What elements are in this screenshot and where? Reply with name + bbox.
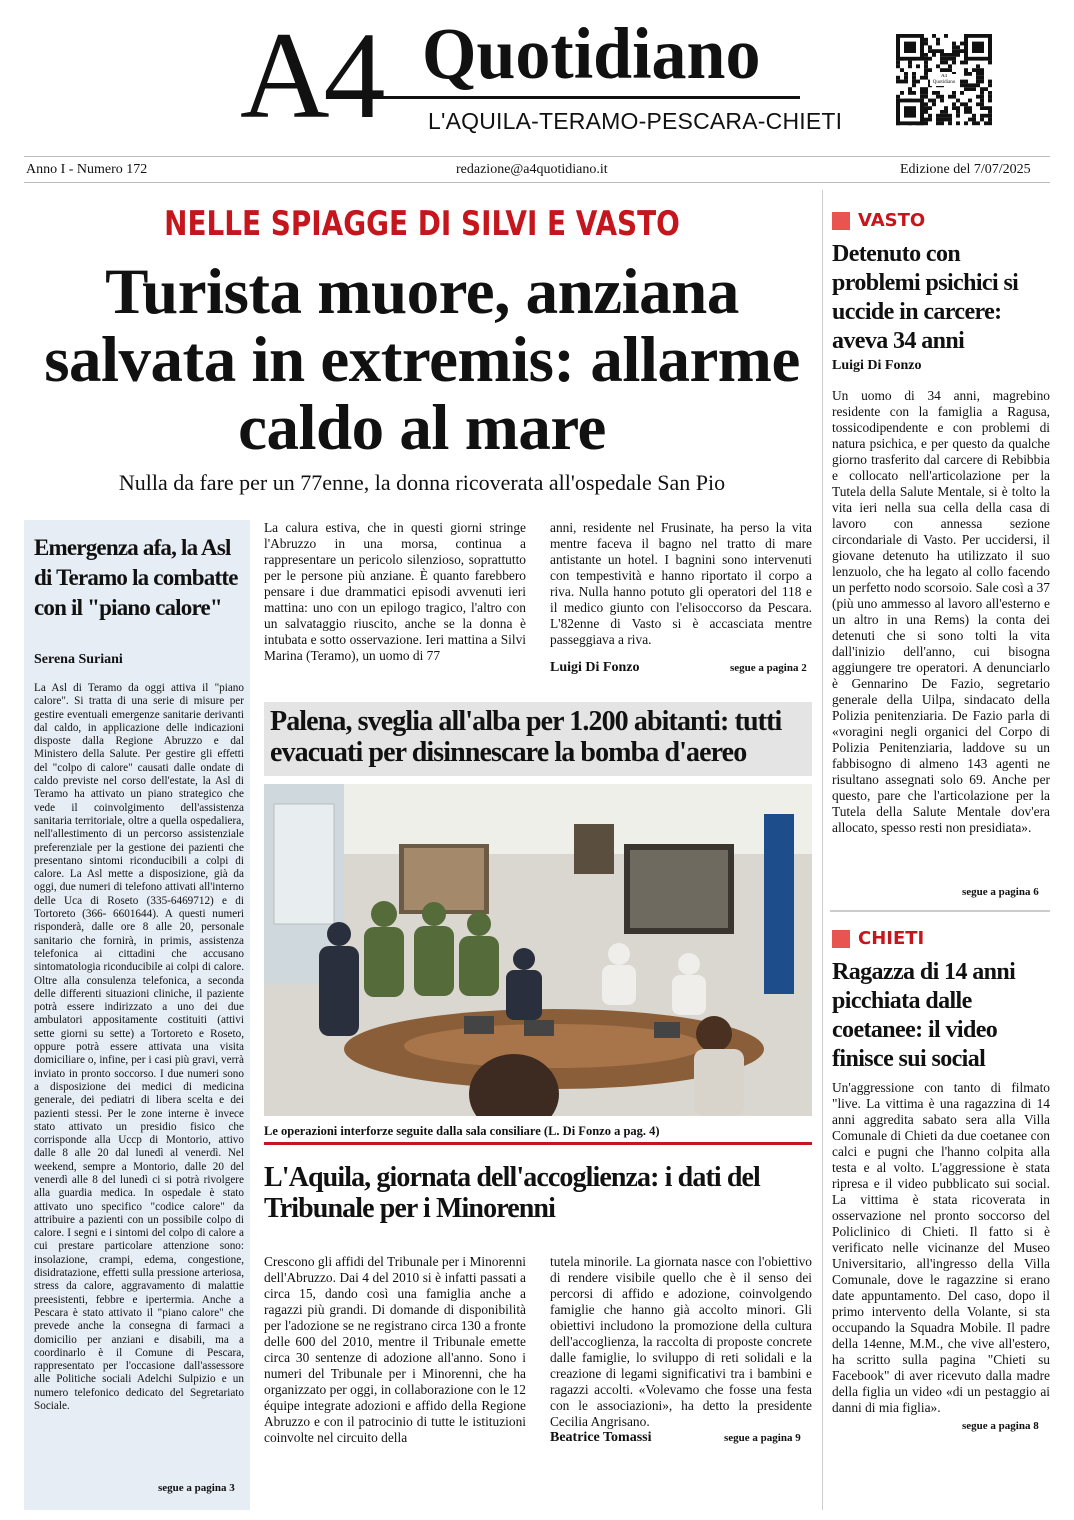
edition-date: Edizione del 7/07/2025 [900,162,1031,177]
chieti-title[interactable]: Ragazza di 14 anni picchiata dalle coetanee: il video finisce sui social [832,959,1016,1072]
logo-quotidiano: Quotidiano [422,14,761,95]
aquila-byline: Beatrice Tomassi [550,1430,652,1445]
tag-vasto[interactable] [832,210,925,231]
logo-a4: A4 [240,7,380,144]
vasto-title[interactable]: Detenuto con problemi psichici si uccide in carcere: aveva 34 anni [832,241,1019,354]
right-divider [830,910,1050,912]
vasto-byline: Luigi Di Fonzo [832,358,922,373]
photo-caption: Le operazioni interforze seguite dalla sala consiliare (L. Di Fonzo a pag. 4) [264,1124,660,1138]
qr-code-icon[interactable] [896,34,992,126]
aquila-body-col1: Crescono gli affidi del Tribunale per i Minorenni dell'Abruzzo. Dai 4 del 2010 si è infatti passati a circa 15, dando così una famiglia anche a ragazzi più grandi. Di domande di disponibilità per l'adozione se ne registrano circa 130 a fronte delle 600 del 2010, mentre il Tribunale emette circa 30 sentenze di adozione all'anno. Sono i numeri del Tribunale per i Minorenni, che ha organizzato per oggi, in collaborazione con le 12 équipe integrate adozioni e affido della Regione Abruzzo e con il patrocinio di tutte le istituzioni coinvolte nel circuito della [264,1254,526,1445]
column-separator [822,190,823,1510]
lead-kicker: NELLE SPIAGGE DI SILVI E VASTO [164,204,680,244]
lead-body-col2: anni, residente nel Frusinate, ha perso la vita mentre faceva il bagno nel tratto di mare antistante un hotel. I bagnini sono intervenuti con tempestività e hanno riportato il corpo a riva. Nulla hanno potuto gli operatori del 118 e il medico giunto con l'elisoccorso da Pescara. L'82enne di Vasto si è accasciata mentre passeggiava a riva. [550,520,812,647]
tag-chieti[interactable] [832,928,924,949]
lead-subhead: Nulla da fare per un 77enne, la donna ricoverata all'ospedale San Pio [118,470,726,495]
aquila-title[interactable]: L'Aquila, giornata dell'accoglienza: i dati del Tribunale per i Minorenni [264,1162,760,1224]
meeting-room-photo [264,784,812,1116]
lead-headline[interactable]: Turista muore, anziana salvata in extremis: allarme caldo al mare [44,256,800,464]
lead-byline: Luigi Di Fonzo [550,660,640,675]
tag-chieti-label: CHIETI [858,928,925,949]
chieti-body: Un'aggressione con tanto di filmato "live. La vittima è una ragazzina di 14 anni aggredita sabato sera alla Villa Comunale di Chieti da due coetanee con calci e pugni che l'hanno colpita alla testa e al volto. L'aggressione è stata ripresa e il video pubblicato sui social. La vittima è stata ricoverata in osservazione nel pronto soccorso del Policlinico di Chieti. Il fatto si è verificato nelle vicinanze del Museo Universitario, all'ingresso della Villa Comunale, dove le ragazzine si erano date appuntamento. Del caso, dopo il primo intervento della Volante, si sta occupando la Squadra Mobile. Il padre della 14enne, M.M., che vive all'estero, ha scritto sulla pagina "Chieti su Facebook" di aver ricevuto dalla madre della figlia un video «di un pestaggio ai danni di mia figlia». [832,1080,1050,1415]
palena-title[interactable]: Palena, sveglia all'alba per 1.200 abitanti: tutti evacuati per disinnescare la bomba d'aereo [270,706,782,768]
tag-square-icon [832,212,850,230]
vasto-body: Un uomo di 34 anni, magrebino residente con la famiglia a Ragusa, tossicodipendente e con problemi di natura psichica, e per questo da qualche giorno trasferito dal carcere di Rebibbia e collocato nell'articolazione per la Tutela della Salute Mentale, si è tolto la vita ieri nella sua cella della casa di lavoro con annessa sezione circondariale di Vasto. Per uccidersi, il giovane detenuto ha utilizzato il suo lenzuolo, che ha legato al collo facendo un perfetto nodo scorsoio. Sale così a 37 (più uno ammesso al lavoro all'esterno e un altro in una Rems) la conta dei detenuti che si sono tolti la vita dall'inizio dell'anno, cui bisogna aggiungere tre operatori. A denunciarlo è Gennarino De Fazio, segretario generale della Uilpa, sindacato della Polizia penitenziaria. De Fazio parla di «voragini negli organici del Corpo di Polizia Penitenziaria, laddove su un fabbisogno di almeno 143 agenti ne risultano assegnati solo 69. Anche per questo, pare che l'articolazione per la Tutela della Salute Mentale dov'era allocato, spesso resti non presidiata». [832,388,1050,835]
masthead-rule [380,96,800,99]
email-link[interactable]: redazione@a4quotidiano.it [456,162,608,177]
chieti-continue-link[interactable]: segue a pagina 8 [962,1420,1039,1432]
left-sidebar-title[interactable]: Emergenza afa, la Asl di Teramo la combatte con il "piano calore" [34,535,238,620]
lead-body-col1: La calura estiva, che in questi giorni stringe l'Abruzzo in una morsa, continua a rappresentare un pericolo silenzioso, soprattutto per le persone più anziane. È quanto farebbero pensare i due drammatici episodi avvenuti ieri mattina: uno con un epilogo tragico, l'altro con un salvataggio riuscito, anche se la donna è intubata e sotto osservazione. Ieri mattina a Silvi Marina (Teramo), un uomo di 77 [264,520,526,663]
qr-label: A4 Quotidiano [930,74,958,86]
vasto-continue-link[interactable]: segue a pagina 6 [962,886,1039,898]
left-sidebar-body: La Asl di Teramo da oggi attiva il "piano calore". Si tratta di una serie di misure per gestire eventuali emergenze sanitarie derivanti dal caldo, in applicazione delle indicazioni disposte dalla Regione Abruzzo e dal Ministero della Salute. Per gestire gli effetti del "colpo di calore" causati dalle ondate di caldo previste nel corso dell'estate, la Asl di Teramo ha attivato un piano strategico che vede il coinvolgimento dell'assistenza sanitaria territoriale, oltre a quella ospedaliera, nell'allestimento di un percorso assistenziale preferenziale per la gestione dei pazienti che presentano sintomi riconducibili a colpi di calore. La Asl mette a disposizione, già da oggi, due numeri di telefono attivati all'interno delle Uca di Roseto (335-6469712) e di Tortoreto (366- 6601644). A questi numeri risponderà, dalle ore 8 alle 20, personale sanitario che fornirà, in primis, assistenza telefonica ai cittadini che accusano sintomatologia riconducibile ai colpi di calore. Oltre alla consulenza telefonica, a seconda delle differenti situazioni cliniche, il paziente potrà essere indirizzato a uno dei due ambulatori appositamente costituiti (attivi sette giorni su sette) a Tortoreto e Roseto, oppure potrà essere attivata una visita domiciliare o, infine, per i casi più gravi, verrà inviato in pronto soccorso. I due numeri sono a disposizione dei medici di medicina generale, dei pediatri di libera scelta e dei pazienti stessi. Per le zone interne è invece stato attivato un presidio fisico che corrisponde alla Uccp di Montorio, attivo dalle 8 alle 20 dal lunedì al venerdì. Nel weekend, sempre a Montorio, dalle 20 del venerdì alle 8 del lunedì ci si potrà rivolgere alla guardia medica. In ospedale è stato attivato uno specifico "codice calore" da attribuire a pazienti con un possibile colpo di calore. I segni e i sintomi del colpo di calore a cui prestare particolare attenzione sono: insolazione, crampi, edema, congestione, disidratazione, effetti sulla pressione arteriosa, stress da calore, aggravamento di malattie preesistenti, febbre e ipertermia. Anche a Pescara è stato attivato il "piano calore" che prevede anche la consegna di farmaci a domicilio per anziani e disabili, ma a coordinarlo è il Comune di Pescara, rappresentato per l'occasione dall'assessore alle Politiche sociali Adelchi Sulpizio e un numero telefonico dedicato del Segretariato Sociale. [34,682,244,1412]
lead-continue-link[interactable]: segue a pagina 2 [730,662,807,674]
aquila-continue-link[interactable]: segue a pagina 9 [724,1432,801,1444]
section-red-rule [264,1142,812,1145]
top-rule [24,156,1050,157]
aquila-body-col2: tutela minorile. La giornata nasce con l'obiettivo di rendere visibile quello che è il senso dei percorsi di affido e adozione, coinvolgendo famiglie che hanno già accolto minori. Gli obiettivi includono la promozione della cultura dell'accoglienza, la raccolta di proposte concrete dalle famiglie, lo sviluppo di reti solidali e la creazione di legami significativi tra i bambini e ragazzi accolti. «Volevamo che fosse una festa con le associazioni», ha detto la presidente Cecilia Angrisano. [550,1254,812,1429]
left-sidebar-continue-link[interactable]: segue a pagina 3 [158,1482,235,1494]
bottom-rule [24,182,1050,183]
tag-square-icon [832,930,850,948]
left-sidebar-byline: Serena Suriani [34,652,123,667]
issue-number: Anno I - Numero 172 [26,162,148,177]
tag-vasto-label: VASTO [858,210,926,231]
masthead-cities: L'AQUILA-TERAMO-PESCARA-CHIETI [428,108,843,134]
